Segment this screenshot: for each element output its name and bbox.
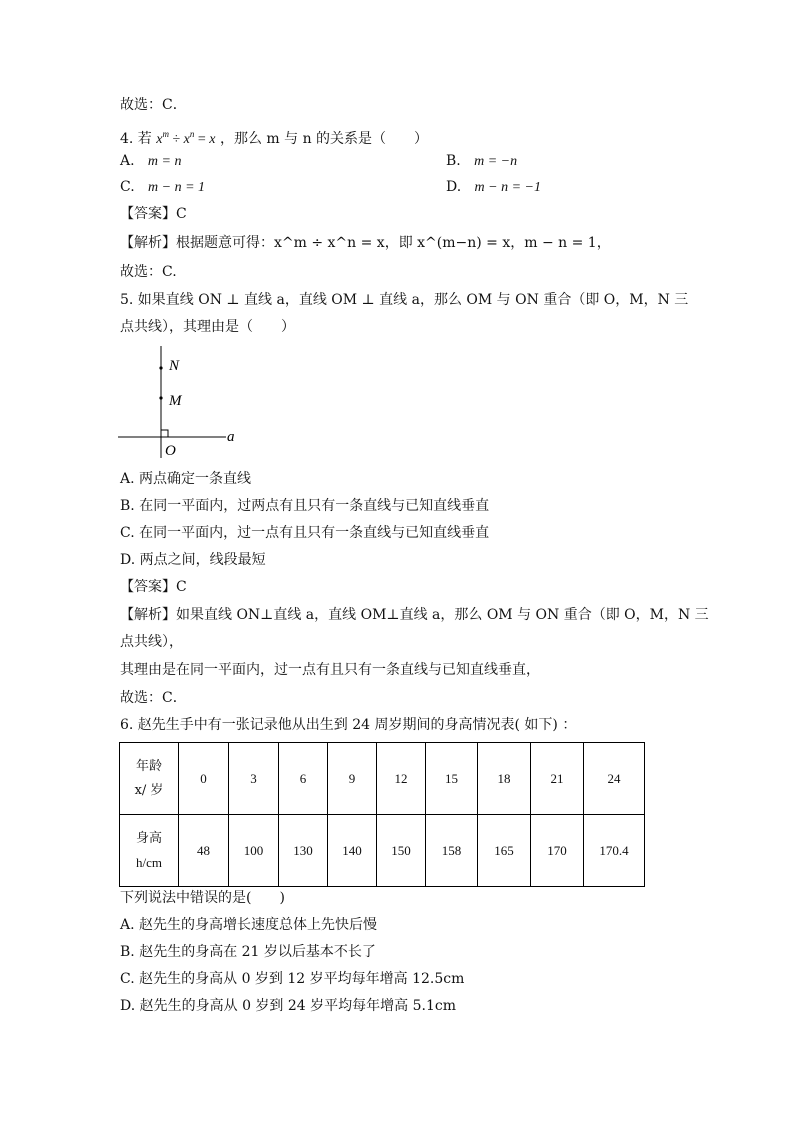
table-header-height	[120, 815, 179, 887]
q4-option-a-text: m = n	[147, 154, 182, 169]
q5-analysis-line1	[120, 605, 709, 625]
q4-option-d-text: m − n = −1	[474, 180, 541, 195]
q5-answer: 【答案】C	[120, 579, 187, 595]
table-row-height	[120, 815, 645, 887]
table-cell-age: 6	[279, 743, 328, 815]
q4-option-b	[446, 151, 517, 172]
table-cell-height: 170	[531, 815, 584, 887]
q4-answer: 【答案】C	[120, 206, 187, 222]
q4-stem-expr: $x^m \div x^n = x$	[156, 129, 216, 147]
q5-option-b: B. 在同一平面内，过两点有且只有一条直线与已知直线垂直	[120, 498, 490, 514]
q4-stem-suffix: ，那么 m 与 n 的关系是（ ）	[219, 131, 429, 147]
q6-option-d: D. 赵先生的身高从 0 岁到 24 岁平均每年增高 5.1cm	[120, 998, 456, 1014]
table-cell-height: 48	[179, 815, 229, 887]
table-cell-height: 150	[377, 815, 426, 887]
q5-figure	[118, 344, 248, 462]
q5-option-c: C. 在同一平面内，过一点有且只有一条直线与已知直线垂直	[120, 525, 490, 541]
q5-stem-line2: 点共线），其理由是（ ）	[120, 319, 295, 335]
q4-option-b-text: m = −n	[474, 154, 518, 169]
table-header-height-line2: h/cm	[136, 854, 162, 870]
label-m: M	[169, 393, 182, 409]
point-m	[159, 396, 162, 399]
q4-analysis	[120, 233, 611, 253]
table-cell-height: 165	[478, 815, 531, 887]
table-header-age	[120, 743, 179, 815]
q6-question: 下列说法中错误的是( )	[120, 890, 285, 906]
q4-option-b-label: B.	[446, 153, 461, 169]
table-cell-age: 15	[426, 743, 478, 815]
right-angle-mark	[161, 430, 168, 437]
q4-option-c-text: m − n = 1	[148, 180, 206, 195]
table-cell-height: 100	[229, 815, 279, 887]
q4-option-d	[446, 177, 541, 198]
q6-stem: 6. 赵先生手中有一张记录他从出生到 24 周岁期间的身高情况表( 如下) ：	[120, 717, 577, 733]
q6-option-a: A. 赵先生的身高增长速度总体上先快后慢	[120, 917, 378, 933]
table-cell-height: 170.4	[584, 815, 645, 887]
table-cell-age: 21	[531, 743, 584, 815]
table-header-height-line1: 身高	[135, 830, 162, 846]
table-cell-age: 24	[584, 743, 645, 815]
q4-stem	[120, 124, 428, 150]
point-n	[159, 366, 162, 369]
table-cell-age: 18	[478, 743, 531, 815]
q4-stem-prefix: 4. 若	[120, 131, 152, 147]
q5-analysis-label: 【解析】	[120, 607, 176, 623]
label-a: a	[227, 429, 235, 445]
height-table	[119, 742, 645, 887]
q5-stem-line1: 5. 如果直线 ON ⊥ 直线 a，直线 OM ⊥ 直线 a，那么 OM 与 ON 重合（即 O，M，N 三	[120, 292, 689, 308]
table-cell-height: 130	[279, 815, 328, 887]
q4-analysis-label: 【解析】	[120, 235, 176, 251]
q6-option-b: B. 赵先生的身高在 21 岁以后基本不长了	[120, 944, 376, 960]
table-cell-age: 9	[328, 743, 377, 815]
q4-analysis-text: 根据题意可得：x^m ÷ x^n = x，即 x^(m−n) = x，m − n = 1，	[176, 235, 611, 251]
q4-option-d-label: D.	[446, 179, 462, 195]
q5-analysis-line3: 其理由是在同一平面内，过一点有且只有一条直线与已知直线垂直，	[120, 662, 540, 678]
q4-option-a-label: A.	[120, 153, 135, 169]
table-cell-height: 158	[426, 815, 478, 887]
table-cell-age: 3	[229, 743, 279, 815]
q4-option-c	[120, 177, 205, 198]
label-n: N	[169, 358, 180, 374]
q4-conclusion: 故选：C.	[120, 264, 177, 280]
q5-conclusion: 故选：C．	[120, 690, 187, 706]
q5-analysis-line2: 点共线），	[120, 634, 183, 650]
label-o: O	[165, 443, 176, 459]
q5-option-a: A. 两点确定一条直线	[120, 471, 252, 487]
table-row-age	[120, 743, 645, 815]
table-cell-age: 12	[377, 743, 426, 815]
q3-conclusion: 故选：C．	[120, 97, 187, 113]
q4-option-c-label: C.	[120, 179, 135, 195]
q4-option-a	[120, 151, 181, 172]
table-header-age-line1: 年龄	[135, 758, 162, 774]
table-cell-age: 0	[179, 743, 229, 815]
table-cell-height: 140	[328, 815, 377, 887]
q6-option-c: C. 赵先生的身高从 0 岁到 12 岁平均每年增高 12.5cm	[120, 971, 465, 987]
q5-analysis-text1: 如果直线 ON⊥直线 a，直线 OM⊥直线 a，那么 OM 与 ON 重合（即 O，M，N 三	[176, 607, 709, 623]
table-header-age-line2: x/ 岁	[134, 782, 164, 798]
q5-option-d: D. 两点之间，线段最短	[120, 552, 266, 568]
